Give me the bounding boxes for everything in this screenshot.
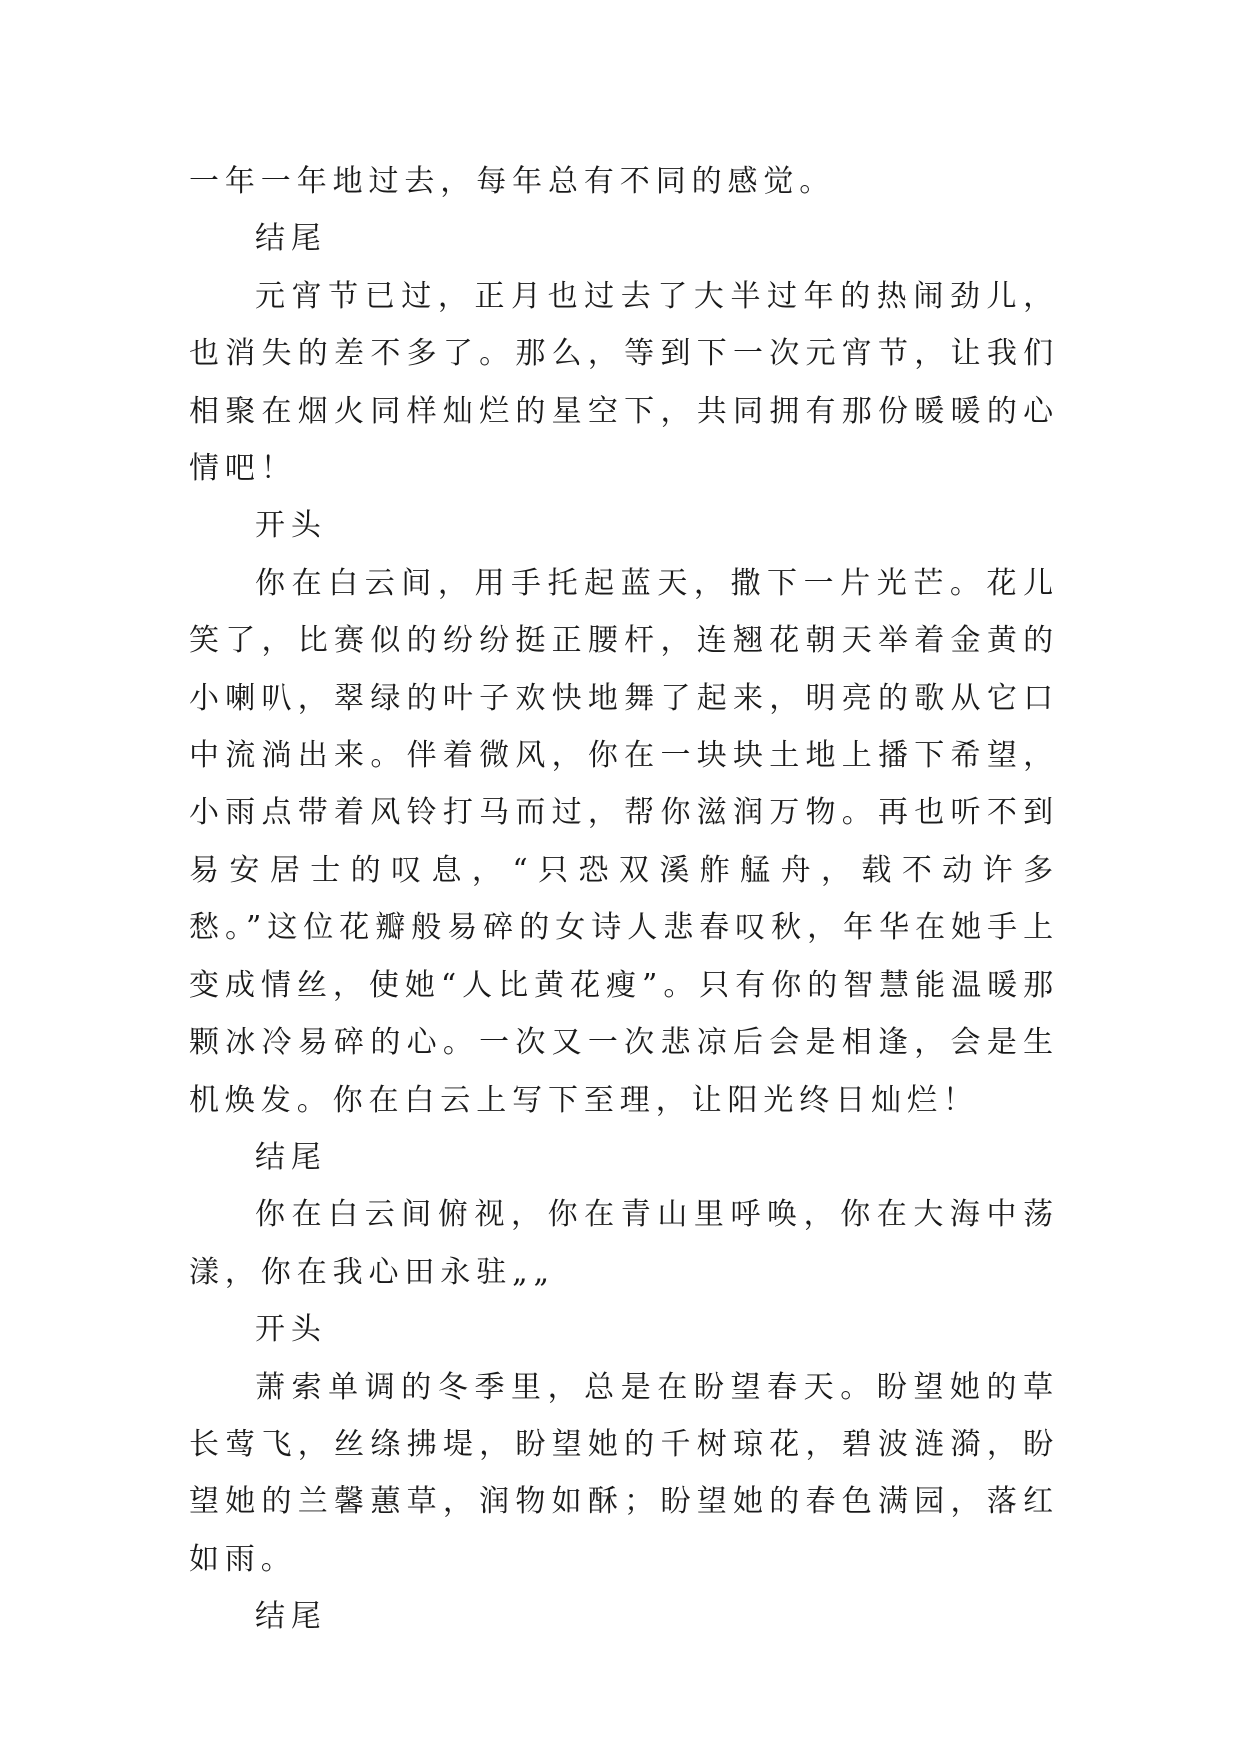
paragraph-continuation: 一年一年地过去，每年总有不同的感觉。 [189,164,836,199]
section-label-ending: 结尾 [255,221,327,257]
paragraph: 元宵节已过，正月也过去了大半过年的热闹劲儿，也消失的差不多了。那么，等到下一次元宵节，让我们相聚在烟火同样灿烂的星空下，共同拥有那份暖暖的心情吧！ [189,278,1059,487]
section-label-opening: 开头 [255,508,327,544]
paragraph: 萧索单调的冬季里，总是在盼望春天。盼望她的草长莺飞，丝绦拂堤，盼望她的千树琼花，碧波涟漪，盼望她的兰馨蕙草，润物如酥；盼望她的春色满园，落红如雨。 [189,1369,1059,1577]
paragraph: 你在白云间，用手托起蓝天，撒下一片光芒。花儿笑了，比赛似的纷纷挺正腰杆，连翘花朝天举着金黄的小喇叭，翠绿的叶子欢快地舞了起来，明亮的歌从它口中流淌出来。伴着微风，你在一块块土地上播下希望，小雨点带着风铃打马而过，帮你滋润万物。再也听不到易安居士的叹息，“只恐双溪舴艋舟，载不动许多愁。”这位花瓣般易碎的女诗人悲春叹秋，年华在她手上变成情丝，使她“人比黄花瘦”。只有你的智慧能温暖那颗冰冷易碎的心。一次又一次悲凉后会是相逢，会是生机焕发。你在白云上写下至理，让阳光终日灿烂！ [189,565,1059,1118]
paragraph: 你在白云间俯视，你在青山里呼唤，你在大海中荡漾，你在我心田永驻„„ [189,1197,1059,1290]
document-page [189,153,1059,1646]
section-label-opening: 开头 [255,1312,327,1348]
section-label-ending: 结尾 [255,1599,327,1635]
section-label-ending: 结尾 [255,1139,327,1175]
